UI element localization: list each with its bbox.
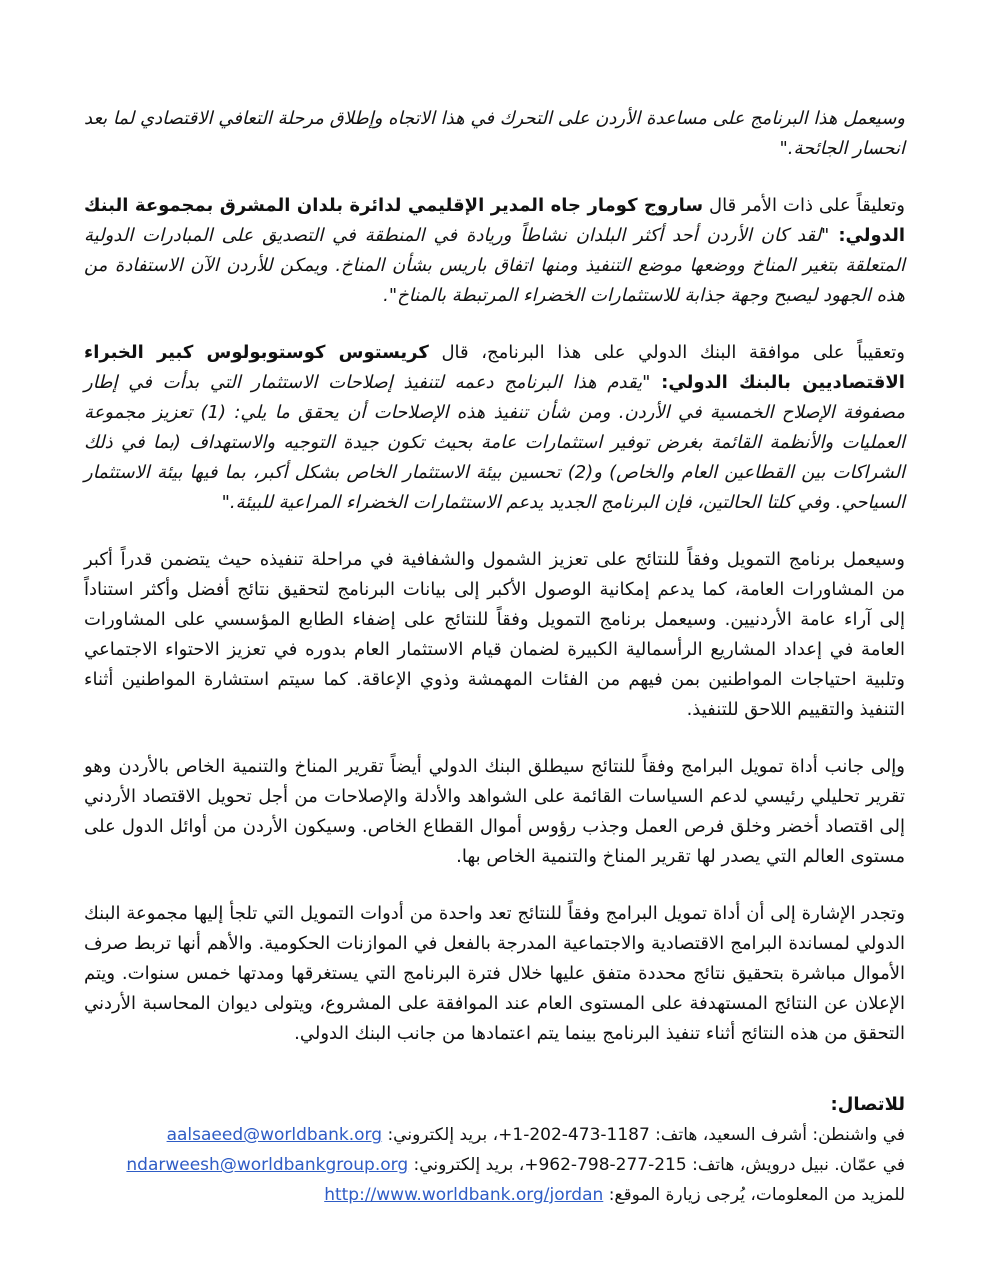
contact-line-washington (84, 1120, 905, 1150)
phone-number-washington: +1-202-473-1187 (498, 1125, 650, 1145)
contact-line-website (84, 1180, 905, 1210)
paragraph-inclusion-transparency (84, 545, 905, 725)
quote-text: "لقد كان الأردن أحد أكثر البلدان نشاطاً وريادة في المنطقة في التصديق على المبادرات الدولية المتعلقة بتغير المناخ ووضعها موضع التنفيذ ومنها اتفاق باريس بشأن المناخ. ويمكن للأردن الآن الاستفادة من هذه الجهود ليصبح وجهة جذابة للاستثمارات الخضراء المرتبطة بالمناخ". (84, 225, 905, 306)
paragraph-recovery-quote (84, 104, 905, 164)
contact-section (84, 1090, 905, 1210)
paragraph-program-for-results-explainer (84, 899, 905, 1049)
speaker-name-title: كريستوس كوستوبولوس كبير الخبراء الاقتصاديين بالبنك الدولي: (84, 342, 905, 393)
paragraph-saroj-kumar-jha-statement (84, 191, 905, 311)
phone-number-amman: +962-798-277-215 (524, 1155, 687, 1175)
paragraph-christos-kostopoulos-statement (84, 338, 905, 518)
contact-line-amman (84, 1150, 905, 1180)
speaker-name-title: ساروج كومار جاه المدير الإقليمي لدائرة بلدان المشرق بمجموعة البنك الدولي: (84, 195, 905, 246)
website-link[interactable]: http://www.worldbank.org/jordan (324, 1185, 604, 1205)
body-text: وإلى جانب أداة تمويل البرامج وفقاً للنتائج سيطلق البنك الدولي أيضاً تقرير المناخ والتنمية الخاص بالأردن وهو تقرير تحليلي رئيسي لدعم السياسات القائمة على الشواهد والأدلة والإصلاحات من أجل تحويل الاقتصاد الأردني إلى اقتصاد أخضر وخلق فرص العمل وجذب رؤوس أموال القطاع الخاص. وسيكون الأردن من أوائل الدول على مستوى العالم التي يصدر لها تقرير المناخ والتنمية الخاص بها. (84, 756, 905, 867)
quote-text: وسيعمل هذا البرنامج على مساعدة الأردن على التحرك في هذا الاتجاه وإطلاق مرحلة التعافي الاقتصادي لما بعد انحسار الجائحة." (84, 108, 905, 159)
contact-heading: للاتصال: (830, 1094, 905, 1115)
quote-text: "يقدم هذا البرنامج دعمه لتنفيذ إصلاحات الاستثمار التي بدأت في إطار مصفوفة الإصلاح الخمسية في الأردن. ومن شأن تنفيذ هذه الإصلاحات أن يحقق ما يلي: (1) تعزيز مجموعة العمليات والأنظمة القائمة بغرض توفير استثمارات عامة بحيث تكون جيدة التوجيه والاستهداف (بما في ذلك الشراكات بين القطاعين العام والخاص) و(2) تحسين بيئة الاستثمار الخاص بشكل أكبر، بما فيها بيئة الاستثمار السياحي. وفي كلتا الحالتين، فإن البرنامج الجديد يدعم الاستثمارات الخضراء المراعية للبيئة." (84, 372, 906, 513)
email-link-washington[interactable]: aalsaeed@worldbank.org (166, 1125, 383, 1145)
contact-amman-label: في عمّان. نبيل درويش، هاتف: (686, 1155, 905, 1175)
paragraph-climate-development-report (84, 752, 905, 872)
contact-amman-email-label: ، بريد إلكتروني: (408, 1155, 525, 1175)
statement-intro: وتعقيباً على موافقة البنك الدولي على هذا البرنامج، قال (441, 342, 905, 363)
contact-washington-email-label: ، بريد إلكتروني: (382, 1125, 499, 1145)
contact-washington-label: في واشنطن: أشرف السعيد، هاتف: (649, 1125, 905, 1145)
body-text: وسيعمل برنامج التمويل وفقاً للنتائج على تعزيز الشمول والشفافية في مراحلة تنفيذه حيث يتضمن قدراً أكبر من المشاورات العامة، كما يدعم إمكانية الوصول الأكبر إلى بيانات البرنامج لتحقيق نتائج أفضل وأكثر استناداً إلى آراء عامة الأردنيين. وسيعمل برنامج التمويل وفقاً للنتائج على إضفاء الطابع المؤسسي على المشاورات العامة في إعداد المشاريع الرأسمالية الكبيرة لضمان قيام الاستثمار العام بدوره في تعزيز الاحتواء الاجتماعي وتلبية احتياجات المواطنين بمن فيهم من الفئات المهمشة وذوي الإعاقة. كما سيتم استشارة المواطنين أثناء التنفيذ والتقييم اللاحق للتنفيذ. (84, 549, 905, 720)
website-label: للمزيد من المعلومات، يُرجى زيارة الموقع: (603, 1185, 905, 1205)
statement-intro: وتعليقاً على ذات الأمر قال (709, 195, 905, 216)
email-link-amman[interactable]: ndarweesh@worldbankgroup.org (126, 1155, 409, 1175)
body-text: وتجدر الإشارة إلى أن أداة تمويل البرامج وفقاً للنتائج تعد واحدة من أدوات التمويل التي تلجأ إليها مجموعة البنك الدولي لمساندة البرامج الاقتصادية والاجتماعية المدرجة بالفعل في الموازنات الحكومية. والأهم أنها تربط صرف الأموال مباشرة بتحقيق نتائج محددة متفق عليها خلال فترة البرنامج التي يستغرقها ومدتها خمس سنوات. ويتم الإعلان عن النتائج المستهدفة على المستوى العام عند الموافقة على المشروع، ويتولى ديوان المحاسبة الأردني التحقق من هذه النتائج أثناء تنفيذ البرنامج بينما يتم اعتمادها من جانب البنك الدولي. (84, 903, 905, 1044)
